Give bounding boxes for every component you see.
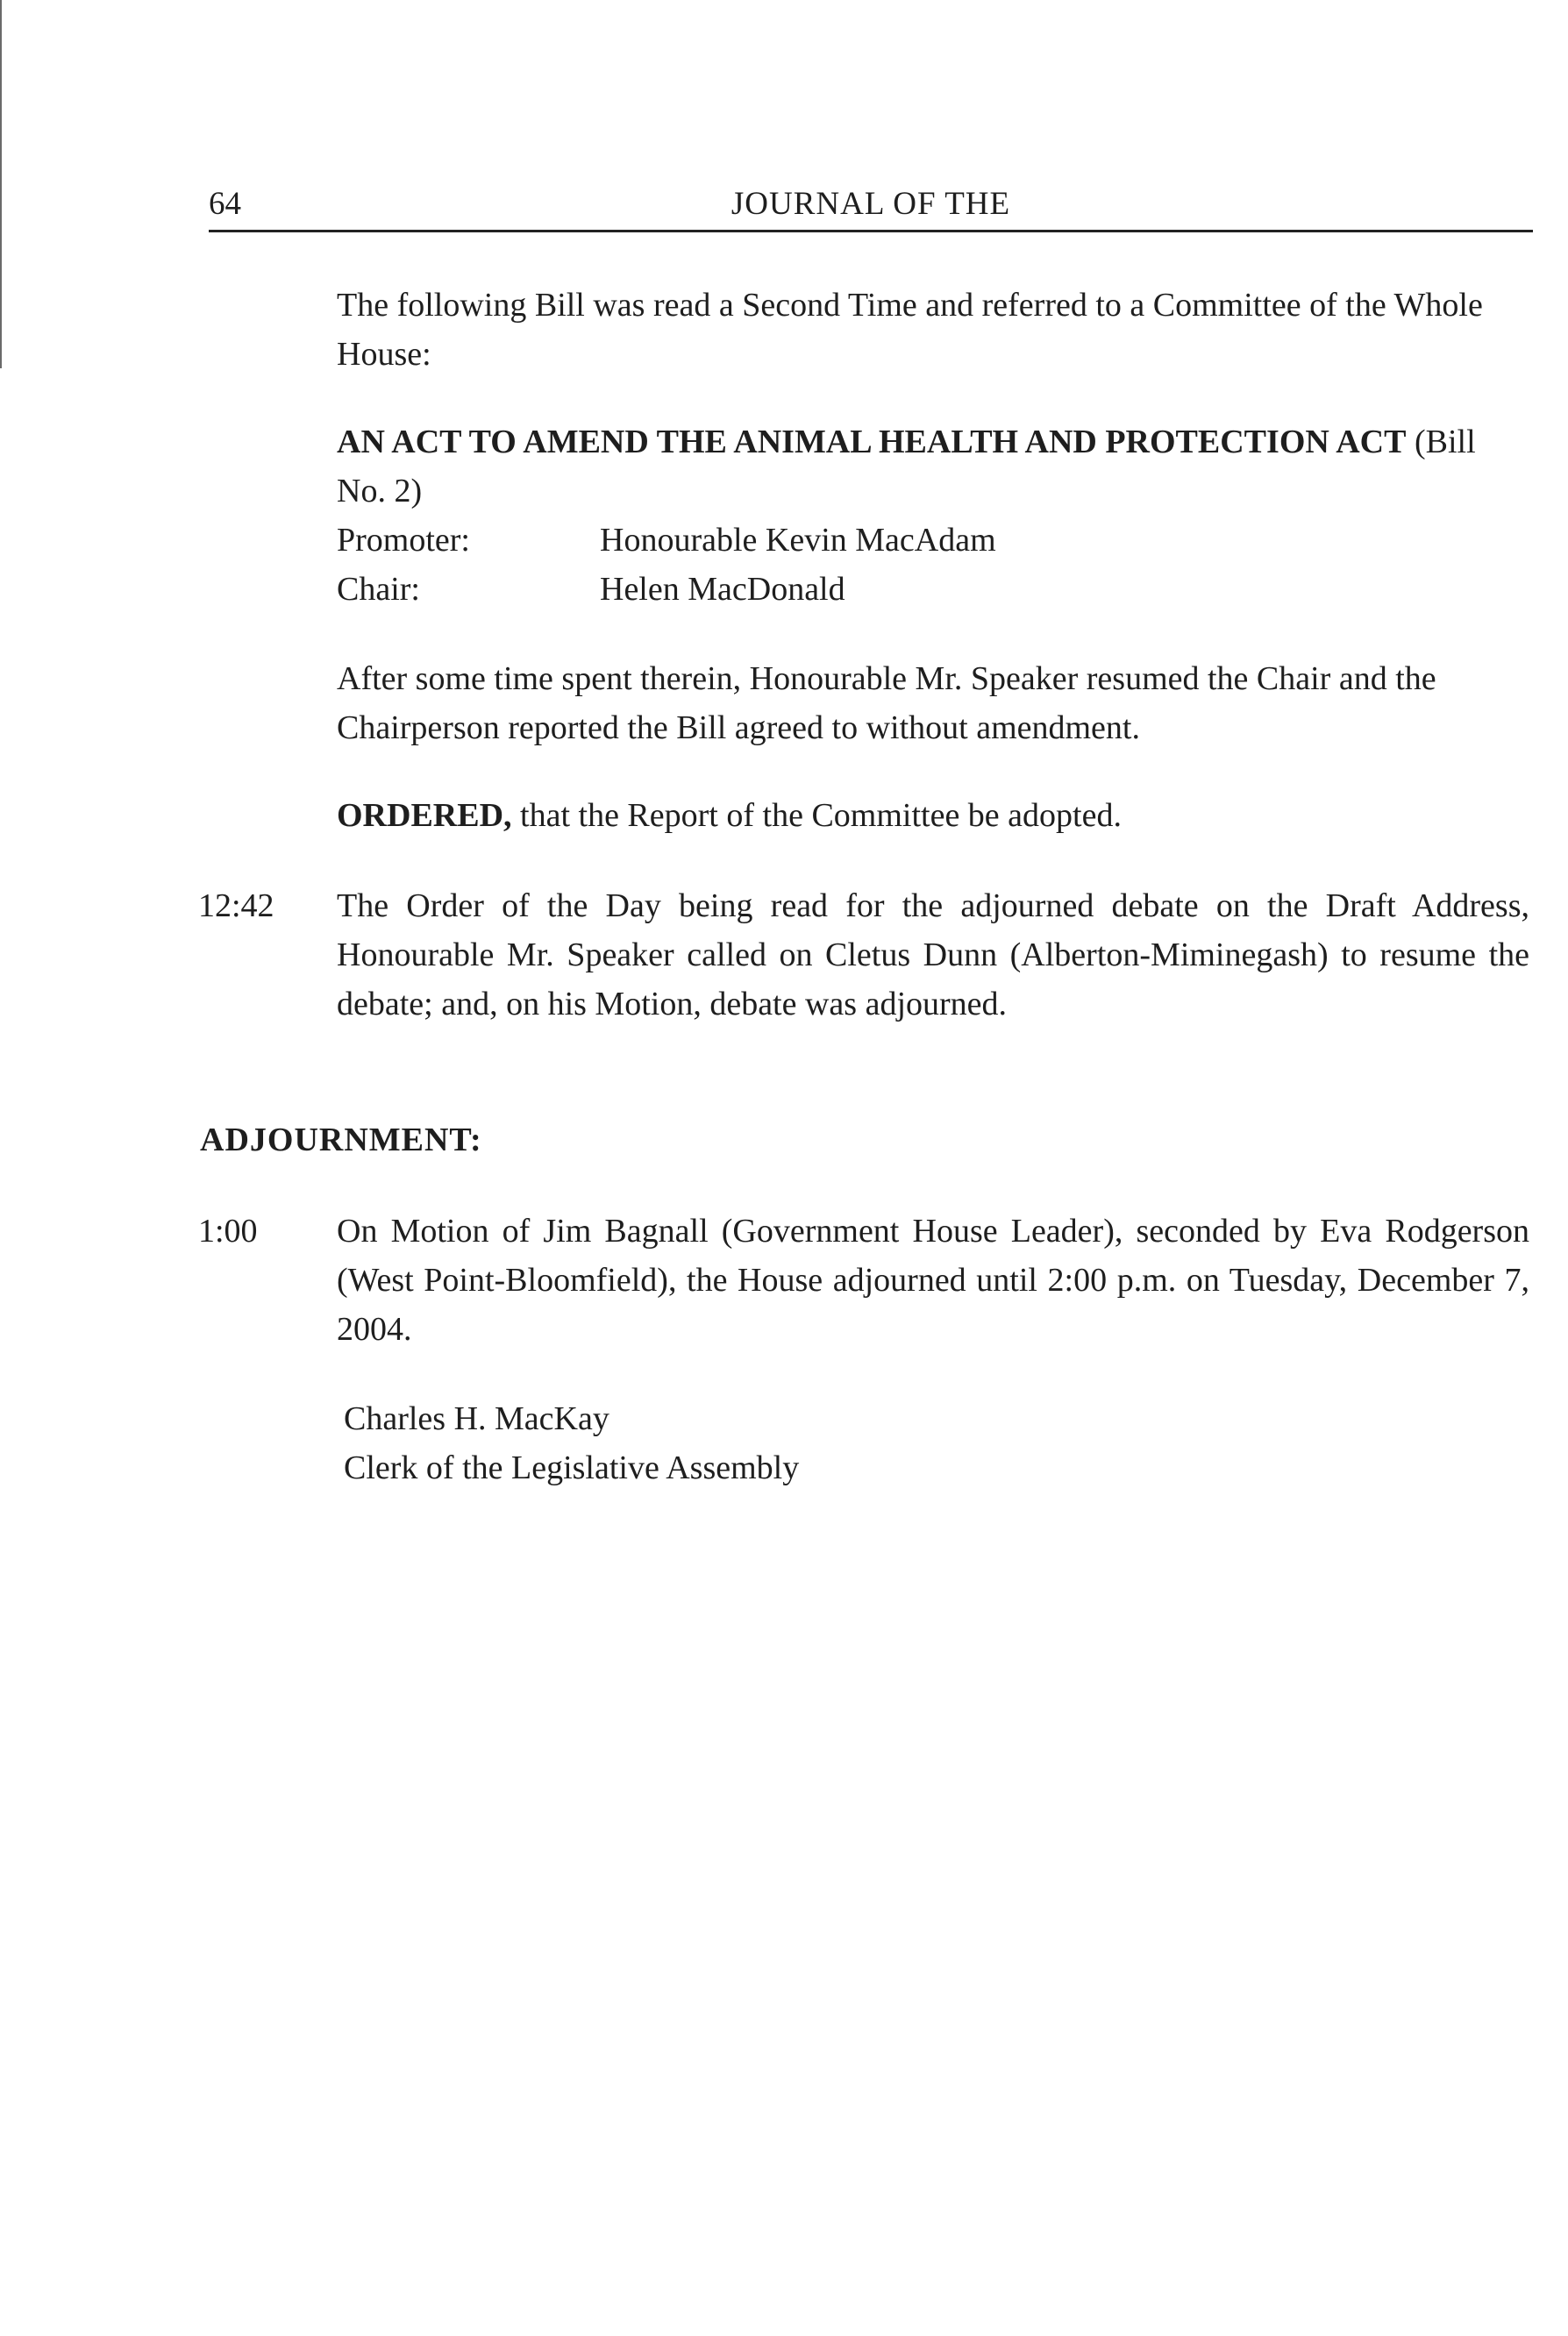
promoter-value: Honourable Kevin MacAdam: [600, 522, 996, 559]
bill-details: [337, 516, 1529, 614]
ordered-text: that the Report of the Committee be adopted.: [511, 797, 1122, 834]
adjournment-heading: ADJOURNMENT:: [200, 1122, 482, 1158]
scan-edge: [0, 0, 2, 368]
order-of-day-text: The Order of the Day being read for the adjourned debate on the Draft Address, Honourable Mr. Speaker called on Cletus Dunn (Alberton-Miminegash) to resume the debate; and, on his Motion, debate was adjourned.: [337, 887, 1529, 1022]
bill-title-bold: AN ACT TO AMEND THE ANIMAL HEALTH AND PROTECTION ACT: [337, 424, 1407, 460]
bill-title: [337, 417, 1529, 516]
chair-row: [337, 565, 1529, 614]
bill-number: (Bill No. 2): [337, 424, 1476, 509]
ordered-line: [337, 791, 1529, 840]
second-reading-intro: The following Bill was read a Second Time and referred to a Committee of the Whole House:: [337, 287, 1483, 373]
signature-name: Charles H. MacKay: [344, 1400, 609, 1437]
page-header: [209, 184, 1533, 232]
running-title: JOURNAL OF THE: [731, 186, 1011, 222]
order-of-day-time: 12:42: [198, 887, 274, 924]
signature-block: [344, 1394, 799, 1492]
chair-value: Helen MacDonald: [600, 571, 845, 608]
signature-title: Clerk of the Legislative Assembly: [344, 1449, 800, 1486]
committee-report-text: After some time spent therein, Honourable Mr. Speaker resumed the Chair and the Chairperson reported the Bill agreed to without amendment.: [337, 660, 1436, 746]
adjournment-text: On Motion of Jim Bagnall (Government House Leader), seconded by Eva Rodgerson (West Point-Bloomfield), the House adjourned until 2:00 p.m. on Tuesday, December 7, 2004.: [337, 1213, 1529, 1348]
promoter-label: Promoter:: [337, 522, 470, 559]
chair-label: Chair:: [337, 571, 420, 608]
page-number: 64: [209, 186, 241, 222]
promoter-row: [337, 516, 1529, 565]
adjournment-time: 1:00: [198, 1213, 258, 1250]
ordered-bold: ORDERED,: [337, 797, 512, 834]
